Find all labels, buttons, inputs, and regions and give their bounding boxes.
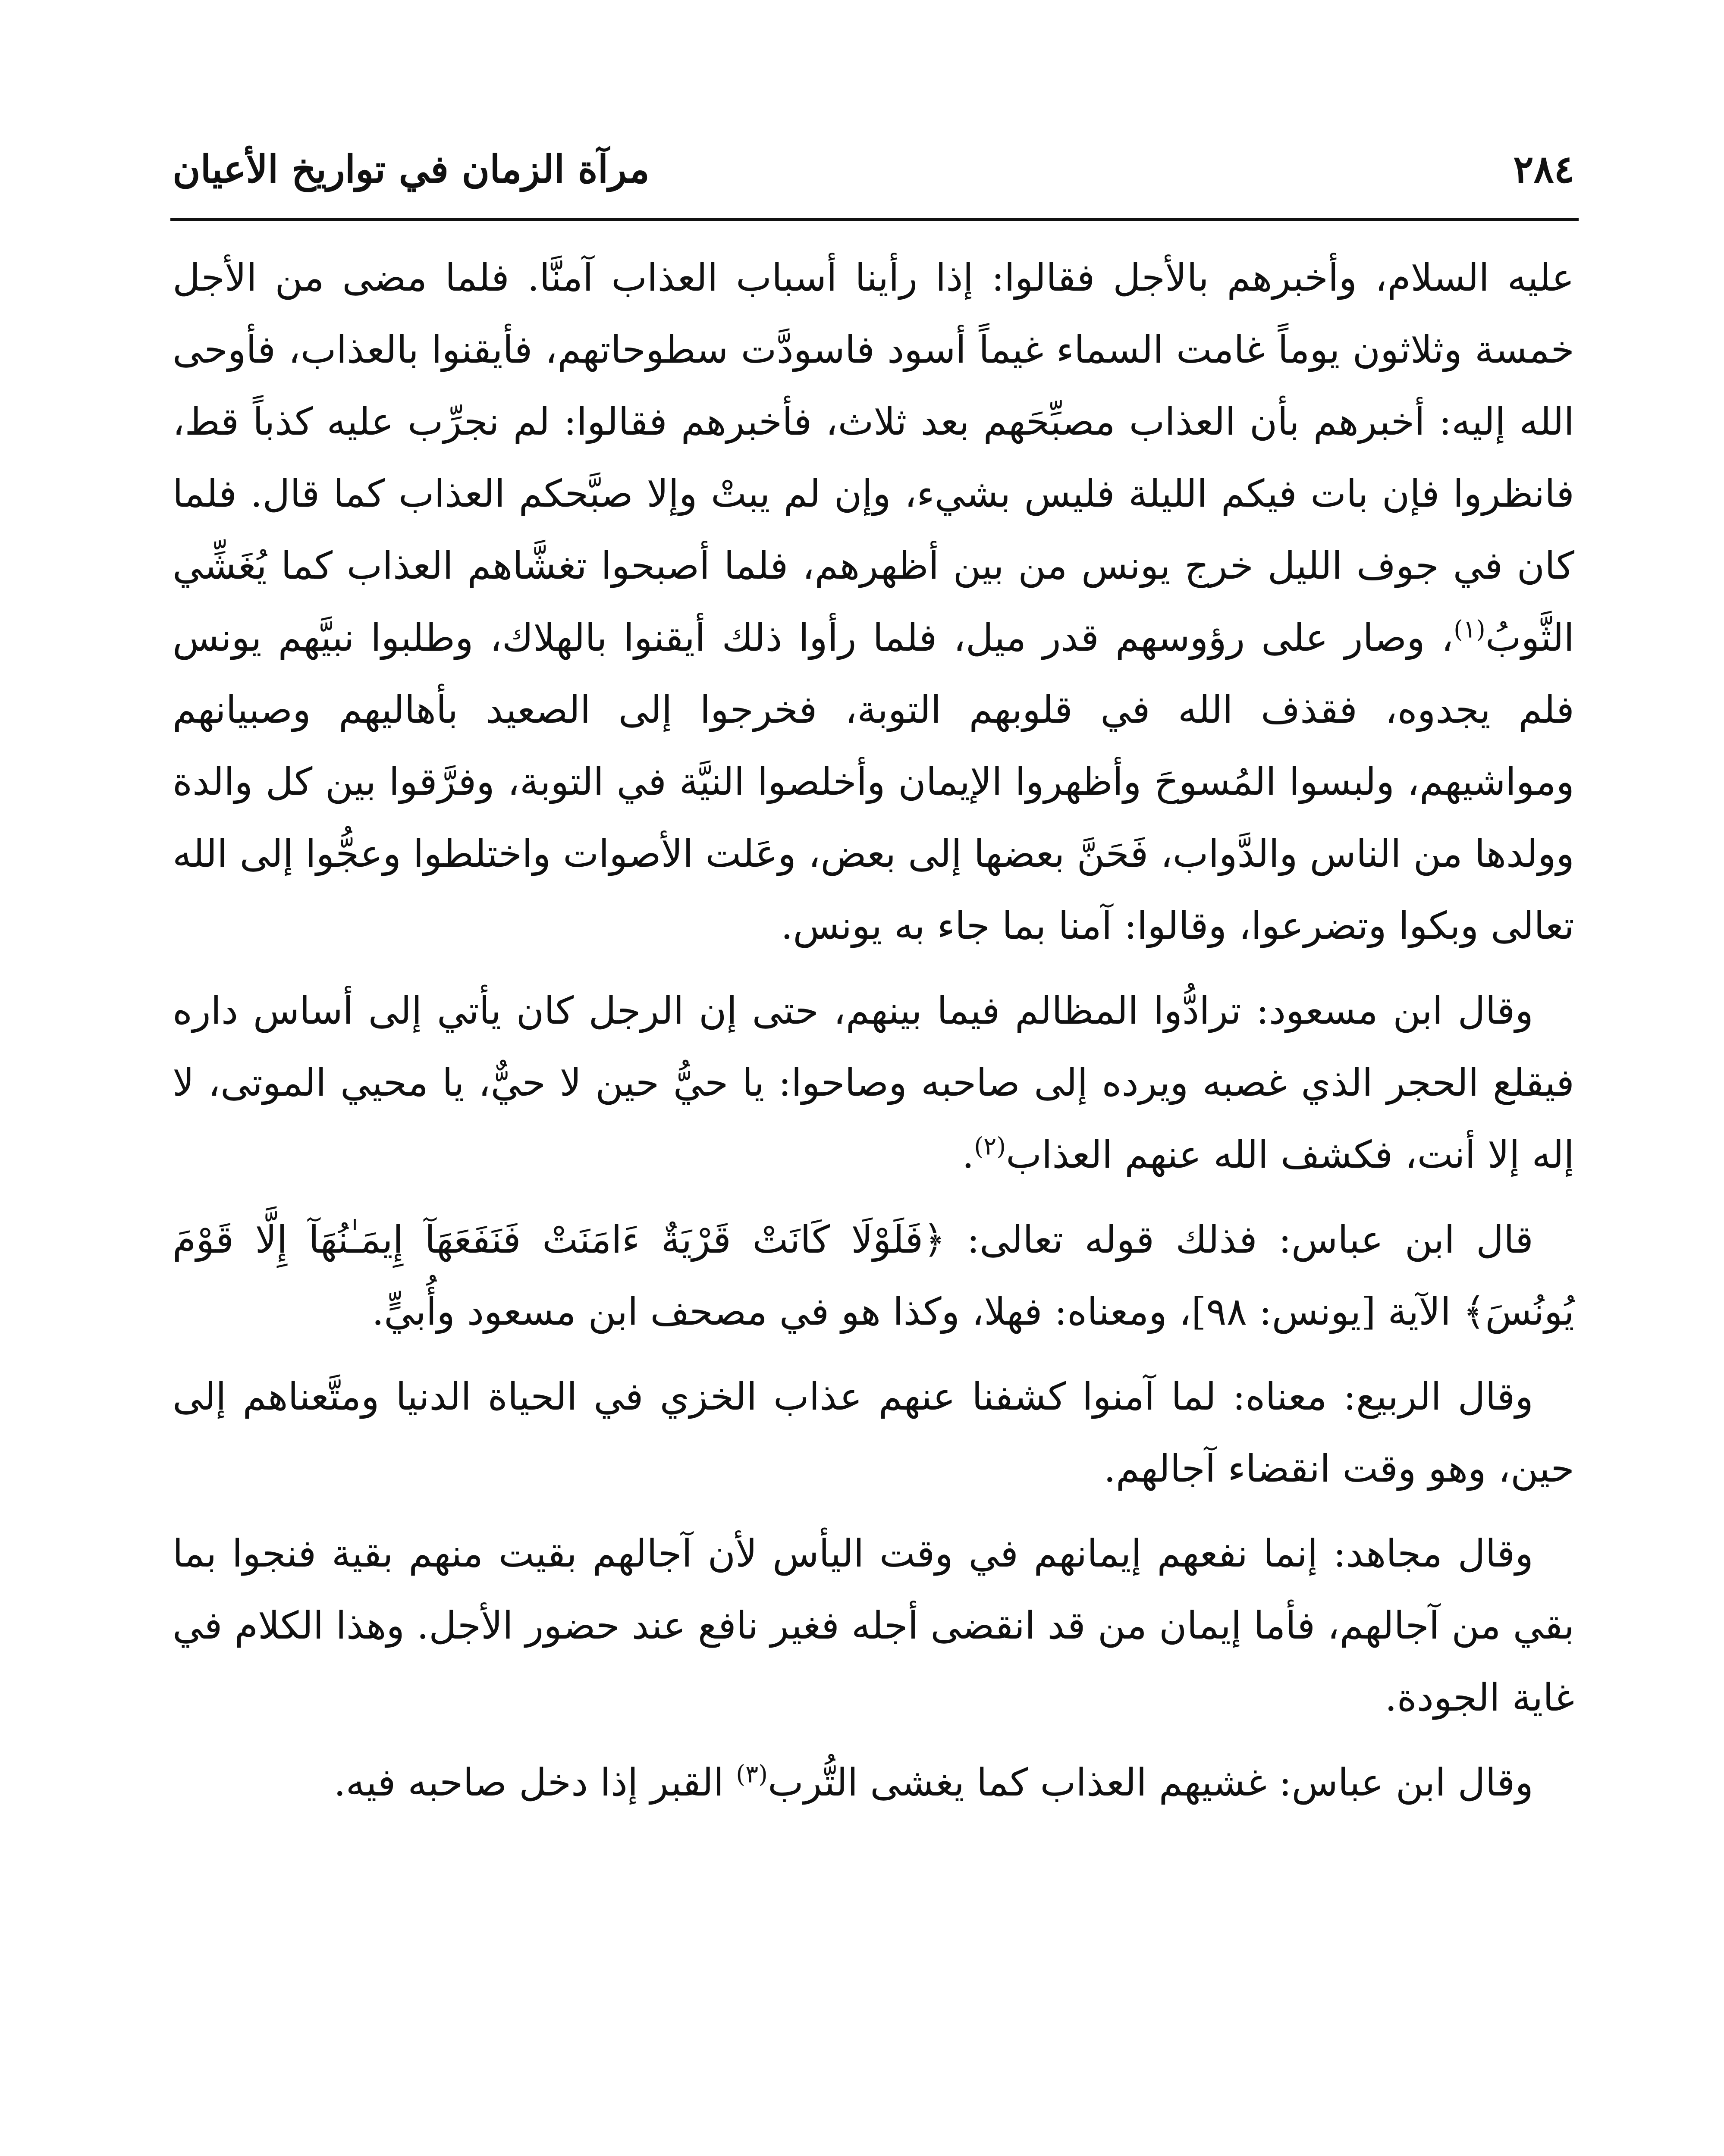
- paragraph-1: عليه السلام، وأخبرهم بالأجل فقالوا: إذا رأينا أسباب العذاب آمنَّا. فلما مضى من الأجل خمسة وثلاثون يوماً غامت السماء غيماً أسود فاسودَّت سطوحاتهم، فأيقنوا بالعذاب، فأوحى الله إليه: أخبرهم بأن العذاب مصبِّحَهم بعد ثلاث، فأخبرهم فقالوا: لم نجرِّب عليه كذباً قط، فانظروا فإن بات فيكم الليلة فليس بشيء، وإن لم يبتْ وإلا صبَّحكم العذاب كما قال. فلما كان في جوف الليل خرج يونس من بين أظهرهم، فلما أصبحوا تغشَّاهم العذاب كما يُغَشِّي الثَّوبُ$^{(١)}$، وصار على رؤوسهم قدر ميل، فلما رأوا ذلك أيقنوا بالهلاك، وطلبوا نبيَّهم يونس فلم يجدوه، فقذف الله في قلوبهم التوبة، فخرجوا إلى الصعيد بأهاليهم وصبيانهم ومواشيهم، ولبسوا المُسوحَ وأظهروا الإيمان وأخلصوا النيَّة في التوبة، وفرَّقوا بين كل والدة وولدها من الناس والدَّواب، فَحَنَّ بعضها إلى بعض، وعَلت الأصوات واختلطوا وعجُّوا إلى الله تعالى وبكوا وتضرعوا، وقالوا: آمنا بما جاء به يونس.: [173, 255, 1575, 948]
- footnote-ref-1: (١): [1454, 615, 1485, 644]
- main-text: [173, 241, 1574, 1831]
- page-number: ٢٨٤: [1513, 147, 1574, 191]
- running-title: مرآة الزمان في تواريخ الأعيان: [173, 147, 650, 191]
- paragraph-5: وقال مجاهد: إنما نفعهم إيمانهم في وقت اليأس لأن آجالهم بقيت منهم بقية فنجوا بما بقي من آجالهم، فأما إيمان من قد انقضى أجله فغير نافع عند حضور الأجل. وهذا الكلام في غاية الجودة.: [173, 1531, 1574, 1720]
- running-header: [173, 142, 1574, 207]
- paragraph-6: وقال ابن عباس: غشيهم العذاب كما يغشى التُّرب$^{(٣)}$ القبر إذا دخل صاحبه فيه.: [333, 1760, 1533, 1805]
- paragraph-4: وقال الربيع: معناه: لما آمنوا كشفنا عنهم عذاب الخزي في الحياة الدنيا ومتَّعناهم إلى حين، وهو وقت انقضاء آجالهم.: [173, 1374, 1574, 1491]
- header-rule: [170, 218, 1579, 221]
- paragraph-2: وقال ابن مسعود: ترادُّوا المظالم فيما بينهم، حتى إن الرجل كان يأتي إلى أساس داره فيقلع الحجر الذي غصبه ويرده إلى صاحبه وصاحوا: يا حيُّ حين لا حيٌّ، يا محيي الموتى، لا إله إلا أنت، فكشف الله عنهم العذاب$^{(٢)}$.: [173, 988, 1574, 1177]
- paragraph-3: قال ابن عباس: فذلك قوله تعالى: ﴿فَلَوْلَا كَانَتْ قَرْيَةٌ ءَامَنَتْ فَنَفَعَهَآ إِيمَـٰنُهَآ إِلَّا قَوْمَ يُونُسَ﴾ الآية [يونس: ٩٨]، ومعناه: فهلا، وكذا هو في مصحف ابن مسعود وأُبيٍّ.: [173, 1217, 1574, 1334]
- footnote-ref-3: (٣): [736, 1760, 768, 1789]
- footnote-ref-2: (٢): [974, 1132, 1006, 1161]
